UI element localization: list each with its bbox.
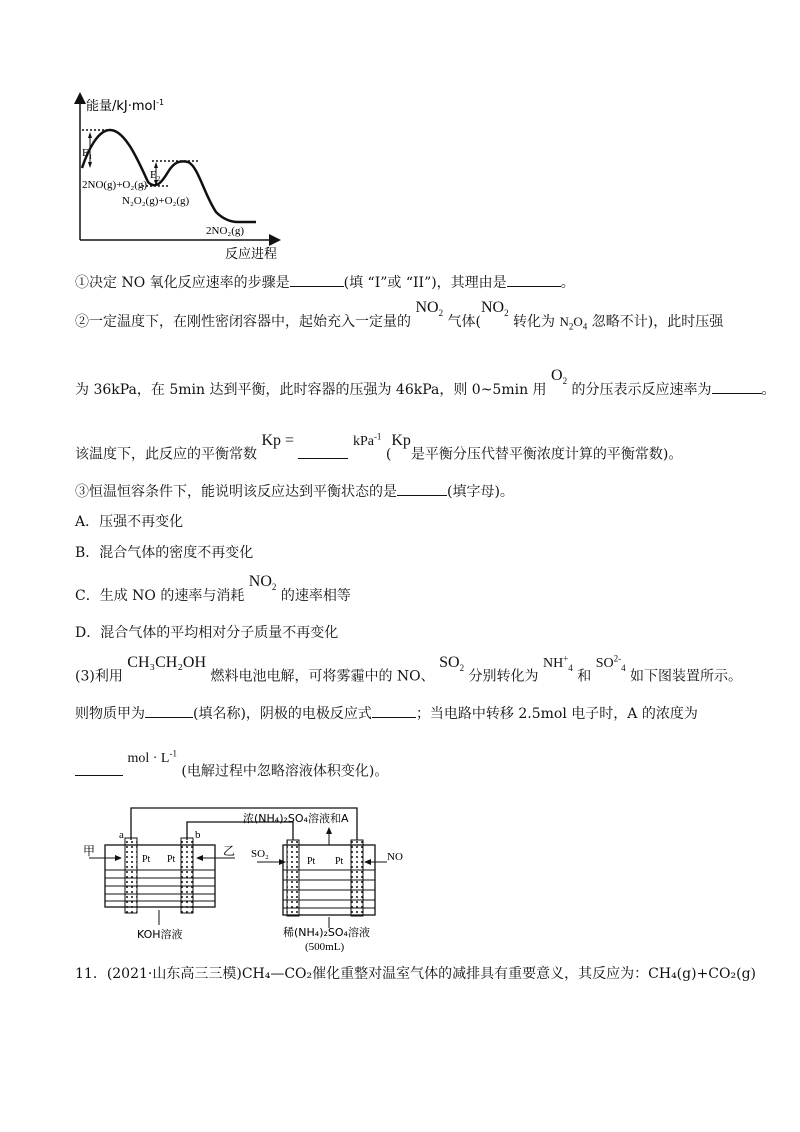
part-3-line-1: (3)利用 CH₃CH₂OH 燃料电池电解，可将雾霾中的 NO、 $SO_2$ 分别转化为 $NH^+_4$ 和 $SO^{2-}_4$ 如下图装置所示。 [75, 653, 743, 685]
electrolysis-apparatus [75, 800, 415, 952]
e2-label: $E_2$ [150, 169, 161, 183]
formula-no2: $NO_2$ [248, 573, 277, 593]
option-c: C．生成 NO 的速率与消耗 $NO_2$ 的速率相等 [75, 573, 351, 604]
formula-no2: $NO_2$ [480, 299, 509, 319]
formula-so4: $SO^{2-}_4$ [595, 653, 626, 673]
formula-ethanol: CH₃CH₂OH [127, 653, 207, 671]
kp-unit: kPa$^{-1}$ [352, 431, 382, 449]
question-2-line-3: 该温度下，此反应的平衡常数 Kp = kPa$^{-1}$ (Kp是平衡分压代替平衡浓度计算的平衡常数)。 [75, 431, 683, 463]
fuel-cell-vessel [105, 845, 215, 907]
species-end: 2NO₂(g) [206, 225, 245, 237]
question-11: 11．(2021·山东高三三模)CH₄—CO₂催化重整对温室气体的减排具有重要意义，其反应为：CH₄(g)+CO₂(g) [75, 966, 756, 982]
pt-label: Pt [142, 854, 151, 865]
formula-so2: $SO_2$ [439, 653, 465, 673]
electrode-left [287, 840, 299, 916]
fuel-cell-liquid [105, 870, 215, 901]
question-2-line-1: ②一定温度下，在刚性密闭容器中，起始充入一定量的 $NO_2$ 气体($NO_2$ 转化为 $N_2O_4$ 忽略不计)，此时压强 [75, 299, 724, 332]
pt-label: Pt [167, 854, 176, 865]
kp-symbol: Kp [391, 431, 411, 449]
yi-label: 乙 [223, 844, 236, 858]
formula-no2: $NO_2$ [415, 299, 444, 319]
species-start: 2NO(g)+O₂(g) [82, 179, 148, 191]
kp-formula: Kp = [261, 431, 295, 449]
pt-label: Pt [335, 856, 344, 867]
energy-curve [82, 130, 256, 222]
pt-label: Pt [307, 856, 316, 867]
energy-diagram [60, 90, 290, 265]
no-label: NO [387, 851, 403, 863]
electrode-right [351, 840, 363, 916]
electrode-b [181, 838, 193, 913]
concentration-unit: mol · $L^{-1}$ [127, 748, 177, 766]
label-a: a [119, 829, 124, 841]
formula-nh4: $NH^+_4$ [542, 653, 573, 673]
question-2-line-2: 为 36kPa，在 5min 达到平衡，此时容器的压强为 46kPa，则 0~5min 用 $O_2$ 的分压表示反应速率为 。 [75, 367, 776, 398]
top-label: 浓(NH₄)₂SO₄溶液和A [243, 812, 349, 825]
species-mid: N₂O₂(g)+O₂(g) [122, 195, 190, 207]
option-a: A．压强不再变化 [75, 514, 184, 530]
x-label: 反应进程 [225, 247, 278, 262]
koh-label: KOH溶液 [137, 928, 183, 941]
label-b: b [195, 829, 201, 841]
bottom-label: 稀(NH₄)₂SO₄溶液 [283, 926, 370, 939]
formula-n2o4: $N_2O_4$ [559, 314, 588, 332]
electrode-a [125, 838, 137, 913]
e1-label: $E_1$ [82, 147, 93, 161]
option-d: D．混合气体的平均相对分子质量不再变化 [75, 625, 339, 641]
y-label: 能量/kJ·mol$^{-1}$ [86, 98, 165, 114]
formula-o2: $O_2$ [551, 367, 568, 387]
option-b: B．混合气体的密度不再变化 [75, 545, 254, 561]
volume-label: (500mL) [305, 941, 345, 952]
question-1: ①决定 NO 氧化反应速率的步骤是 (填 “I”或 “II”)，其理由是 。 [75, 275, 575, 291]
so2-label: SO₂ [251, 848, 269, 860]
question-3-stem: ③恒温恒容条件下，能说明该反应达到平衡状态的是 (填字母)。 [75, 484, 514, 500]
jia-label: 甲 [83, 844, 96, 858]
part-3-line-3: mol · $L^{-1}$ (电解过程中忽略溶液体积变化)。 [75, 758, 388, 782]
part-3-line-2: 则物质甲为 (填名称)，阴极的电极反应式 ；当电路中转移 2.5mol 电子时，A 的浓度为 [75, 706, 698, 722]
